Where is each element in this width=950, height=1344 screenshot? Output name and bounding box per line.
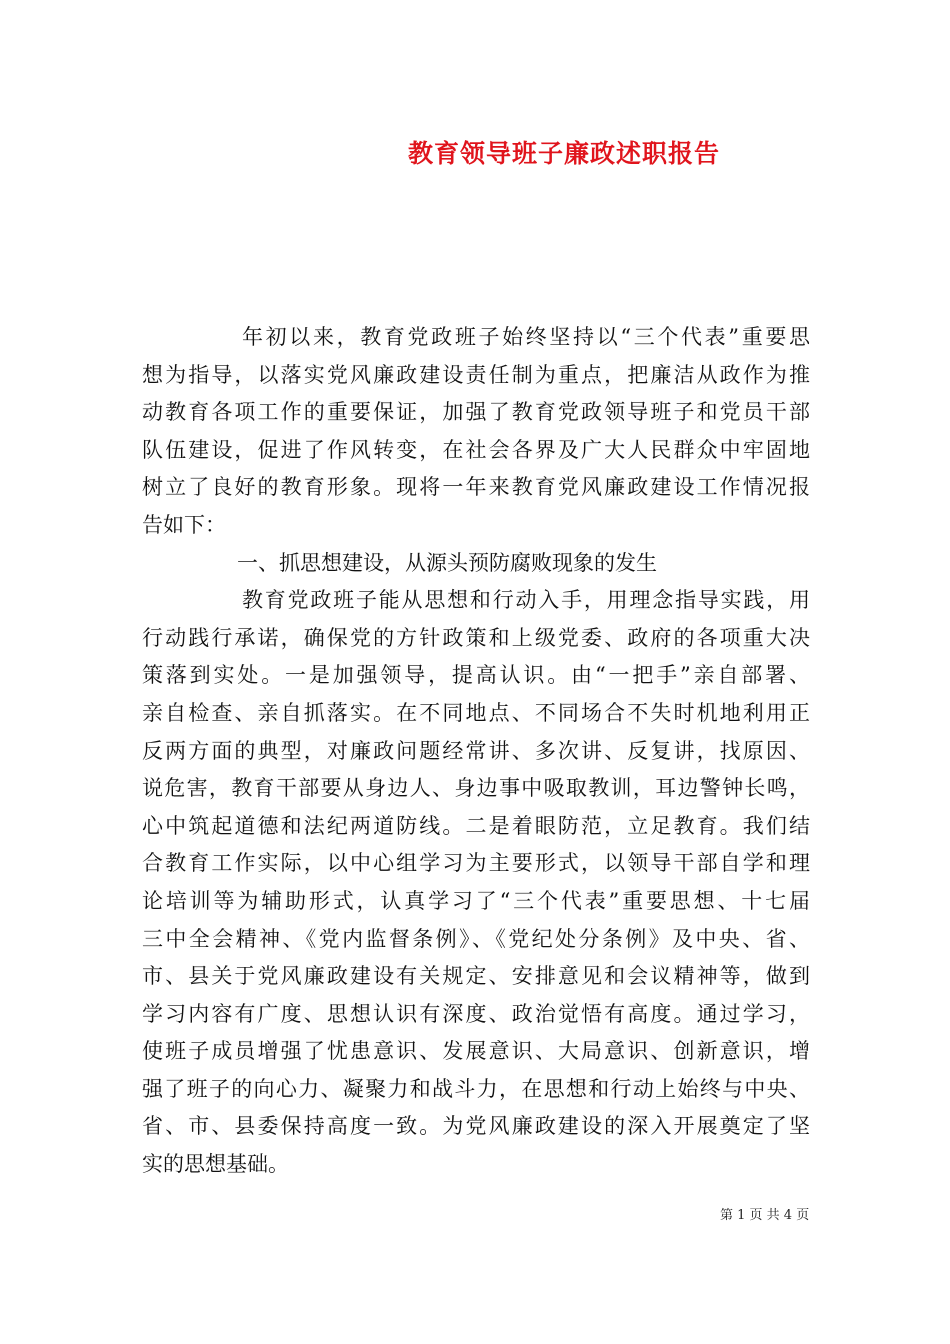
page-number-footer: 第 1 页 共 4 页 — [720, 1208, 810, 1223]
body-line: 告如下： — [142, 512, 226, 537]
body-line: 合教育工作实际，以中心组学习为主要形式，以领导干部自学和理 — [142, 851, 810, 876]
body-line: 策落到实处。一是加强领导，提高认识。由“一把手”亲自部署、 — [142, 663, 810, 688]
body-line: 年初以来，教育党政班子始终坚持以“三个代表”重要思 — [242, 325, 810, 349]
document-body — [142, 319, 810, 1184]
body-line: 省、市、县委保持高度一致。为党风廉政建设的深入开展奠定了坚 — [142, 1114, 810, 1139]
body-line: 行动践行承诺，确保党的方针政策和上级党委、政府的各项重大决 — [142, 625, 810, 650]
body-line: 教育党政班子能从思想和行动入手，用理念指导实践，用 — [242, 588, 810, 613]
body-line: 实的思想基础。 — [142, 1152, 289, 1177]
body-line: 强了班子的向心力、凝聚力和战斗力，在思想和行动上始终与中央、 — [142, 1076, 810, 1101]
body-line: 反两方面的典型，对廉政问题经常讲、多次讲、反复讲，找原因、 — [142, 738, 810, 763]
section-heading: 一、抓思想建设，从源头预防腐败现象的发生 — [237, 550, 657, 575]
body-line: 市、县关于党风廉政建设有关规定、安排意见和会议精神等，做到 — [142, 964, 810, 989]
document-title: 教育领导班子廉政述职报告 — [407, 139, 720, 168]
body-line: 树立了良好的教育形象。现将一年来教育党风廉政建设工作情况报 — [142, 475, 810, 500]
body-line: 动教育各项工作的重要保证，加强了教育党政领导班子和党员干部 — [142, 400, 810, 425]
body-line: 亲自检查、亲自抓落实。在不同地点、不同场合不失时机地利用正 — [142, 700, 810, 725]
body-line: 使班子成员增强了忧患意识、发展意识、大局意识、创新意识，增 — [142, 1039, 810, 1064]
body-line: 队伍建设，促进了作风转变，在社会各界及广大人民群众中牢固地 — [142, 437, 810, 462]
body-line: 心中筑起道德和法纪两道防线。二是着眼防范，立足教育。我们结 — [142, 813, 810, 838]
body-line: 说危害，教育干部要从身边人、身边事中吸取教训，耳边警钟长鸣， — [142, 776, 810, 801]
body-line: 想为指导，以落实党风廉政建设责任制为重点，把廉洁从政作为推 — [142, 362, 810, 387]
body-line: 论培训等为辅助形式，认真学习了“三个代表”重要思想、十七届 — [142, 888, 810, 913]
body-line: 学习内容有广度、思想认识有深度、政治觉悟有高度。通过学习， — [142, 1001, 810, 1026]
body-line: 三中全会精神、《党内监督条例》、《党纪处分条例》及中央、省、 — [142, 926, 810, 951]
